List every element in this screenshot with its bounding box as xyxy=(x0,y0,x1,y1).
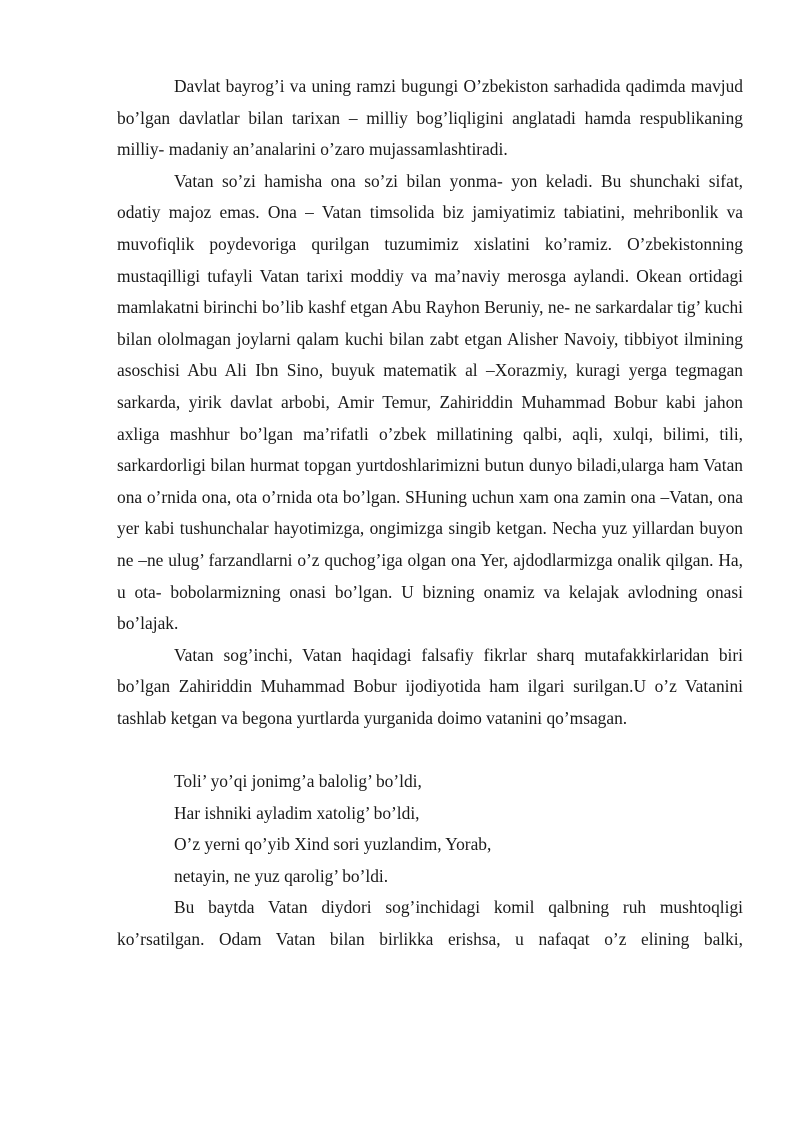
blank-line xyxy=(117,734,743,766)
verse-line: O’z yerni qo’yib Xind sori yuzlandim, Yorab, xyxy=(174,834,492,855)
poem-verse xyxy=(117,766,743,892)
verse-line: netayin, ne yuz qarolig’ bo’ldi. xyxy=(174,865,389,886)
document-page xyxy=(117,71,743,956)
verse-line: Har ishniki ayladim xatolig’ bo’ldi, xyxy=(174,802,420,823)
verse-line: Toli’ yo’qi jonimg’a balolig’ bo’ldi, xyxy=(174,771,422,792)
paragraph-homeland-mother: Vatan so’zi hamisha ona so’zi bilan yonma- yon keladi. Bu shunchaki sifat, odatiy majoz emas. Ona – Vatan timsolida biz jamiyatimiz tabiatini, mehribonlik va muvofiqlik poydevoriga qurilgan tuzumimiz xislatini ko’ramiz. O’zbekistonning mustaqilligi tufayli Vatan tarixi moddiy va ma’naviy merosga aylandi. Okean ortidagi mamlakatni birinchi bo’lib kashf etgan Abu Rayhon Beruniy, ne- ne sarkardalar tig’ kuchi bilan ololmagan joylarni qalam kuchi bilan zabt etgan Alisher Navoiy, tibbiyot ilmining asoschisi Abu Ali Ibn Sino, buyuk matematik al –Xorazmiy, kuragi yerga tegmagan sarkarda, yirik davlat arbobi, Amir Temur, Zahiriddin Muhammad Bobur kabi jahon axliga mashhur bo’lgan ma’rifatli o’zbek millatining qalbi, aqli, xulqi, bilimi, tili, sarkardorligi bilan hurmat topgan yurtdoshlarimizni butun dunyo biladi,ularga ham Vatan ona o’rnida ona, ota o’rnida ota bo’lgan. SHuning uchun xam ona zamin ona –Vatan, ona yer kabi tushunchalar hayotimizga, ongimizga singib ketgan. Necha yuz yillardan buyon ne –ne ulug’ farzandlarni o’z quchog’iga olgan ona Yer, ajdodlarmizga onalik qilgan. Ha, u ota- bobolarmizning onasi bo’lgan. U bizning onamiz va kelajak avlodning onasi bo’lajak. xyxy=(117,170,743,634)
paragraph-babur-longing: Vatan sog’inchi, Vatan haqidagi falsafiy fikrlar sharq mutafakkirlaridan biri bo’lgan Zahiriddin Muhammad Bobur ijodiyotida ham ilgari surilgan.U o’z Vatanini tashlab ketgan va begona yurtlarda yurganida doimo vatanini qo’msagan. xyxy=(117,644,743,728)
paragraph-bayt-commentary: Bu baytda Vatan diydori sog’inchidagi komil qalbning ruh mushtoqligi ko’rsatilgan. Odam Vatan bilan birlikka erishsa, u nafaqat o’z elining balki, xyxy=(117,897,743,950)
paragraph-flag-symbol: Davlat bayrog’i va uning ramzi bugungi O’zbekiston sarhadida qadimda mavjud bo’lgan davlatlar bilan tarixan – milliy bog’liqligini anglatadi hamda respublikaning milliy- madaniy an’analarini o’zaro mujassamlashtiradi. xyxy=(117,76,743,160)
